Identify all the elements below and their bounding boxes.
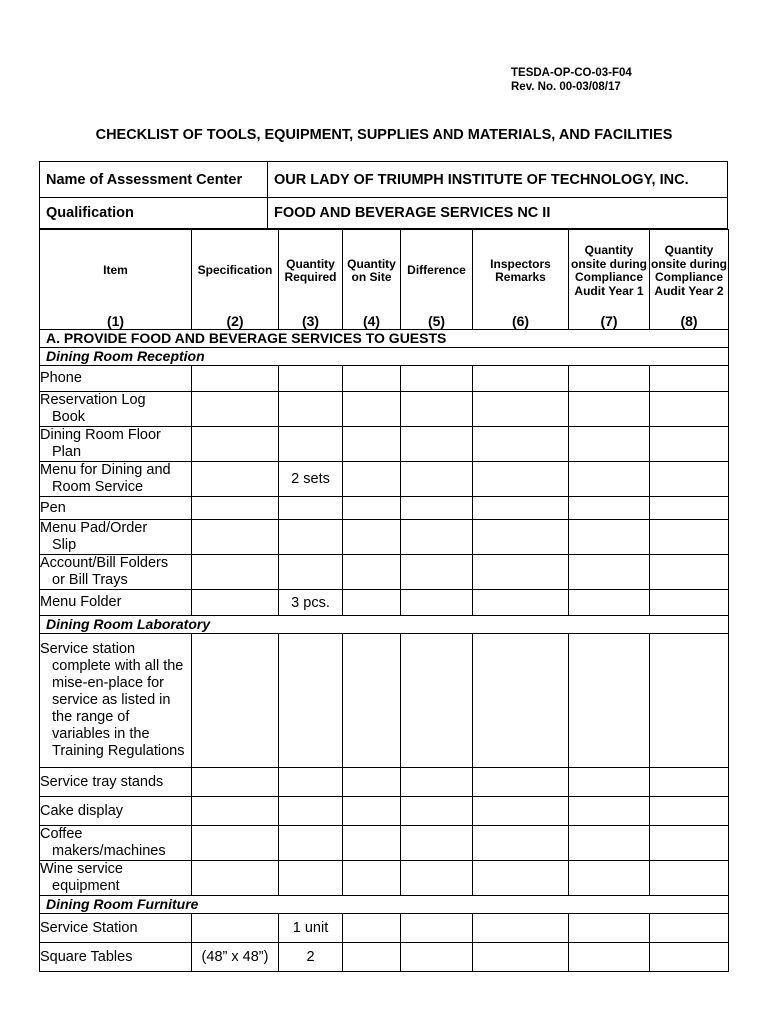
column-number-7: (7) (569, 312, 650, 330)
difference-cell (401, 462, 473, 497)
item-cell (40, 943, 192, 972)
audit-year-2-cell (650, 427, 729, 462)
audit-year-2-cell (650, 497, 729, 520)
item-cell (40, 634, 192, 768)
quantity-on-site-cell (343, 520, 401, 555)
inspector-remarks-cell (473, 366, 569, 392)
quantity-required-cell (279, 634, 343, 768)
table-row (40, 914, 729, 943)
specification-cell (192, 826, 279, 861)
quantity-on-site-cell (343, 427, 401, 462)
section-row (40, 330, 729, 348)
item-name: Coffee (40, 826, 83, 842)
document-id-block (511, 66, 632, 94)
audit-year-1-cell (569, 797, 650, 826)
table-row (40, 797, 729, 826)
item-name: Menu Folder (40, 594, 122, 610)
inspector-remarks-cell (473, 634, 569, 768)
audit-year-1-cell (569, 427, 650, 462)
item-name: Service Station (40, 919, 138, 936)
table-row (40, 520, 729, 555)
inspector-remarks-cell (473, 797, 569, 826)
column-number-row (40, 312, 729, 330)
item-name-continued: Book (52, 409, 86, 425)
quantity-on-site-cell (343, 366, 401, 392)
audit-year-1-cell (569, 520, 650, 555)
specification-cell (192, 520, 279, 555)
inspector-remarks-cell (473, 861, 569, 896)
audit-year-1-cell (569, 555, 650, 590)
item-name: Cake display (40, 802, 124, 819)
group-title: Dining Room Laboratory (40, 616, 729, 634)
inspector-remarks-cell (473, 462, 569, 497)
inspector-remarks-cell (473, 590, 569, 616)
column-header-1: Item (40, 230, 192, 313)
column-header-row (40, 230, 729, 313)
table-row (40, 555, 729, 590)
quantity-on-site-cell (343, 826, 401, 861)
audit-year-2-cell (650, 555, 729, 590)
audit-year-1-cell (569, 392, 650, 427)
difference-cell (401, 590, 473, 616)
difference-cell (401, 520, 473, 555)
audit-year-1-cell (569, 366, 650, 392)
specification-cell (192, 914, 279, 943)
audit-year-2-cell (650, 797, 729, 826)
specification-cell (192, 392, 279, 427)
table-row (40, 366, 729, 392)
item-cell (40, 768, 192, 797)
table-row (40, 590, 729, 616)
quantity-required-cell (279, 366, 343, 392)
specification-cell (192, 590, 279, 616)
group-title: Dining Room Reception (40, 348, 729, 366)
inspector-remarks-cell (473, 943, 569, 972)
column-header-7: Quantity onsite during Compliance Audit Year 1 (569, 230, 650, 313)
qualification-label: Qualification (40, 198, 268, 229)
item-cell (40, 520, 192, 555)
specification-cell (192, 555, 279, 590)
specification-cell (192, 861, 279, 896)
item-cell (40, 861, 192, 896)
difference-cell (401, 555, 473, 590)
item-cell (40, 462, 192, 497)
quantity-required-cell (279, 555, 343, 590)
quantity-required-cell (279, 797, 343, 826)
audit-year-1-cell (569, 943, 650, 972)
audit-year-2-cell (650, 392, 729, 427)
column-header-6: Inspectors Remarks (473, 230, 569, 313)
item-name-continued: makers/machines (52, 843, 166, 859)
audit-year-1-cell (569, 768, 650, 797)
inspector-remarks-cell (473, 520, 569, 555)
difference-cell (401, 797, 473, 826)
section-title: A. PROVIDE FOOD AND BEVERAGE SERVICES TO GUESTS (40, 330, 729, 348)
audit-year-1-cell (569, 462, 650, 497)
item-name: Service tray stands (40, 773, 164, 790)
audit-year-2-cell (650, 861, 729, 896)
item-name: Wine service (40, 861, 123, 877)
item-cell (40, 427, 192, 462)
inspector-remarks-cell (473, 392, 569, 427)
audit-year-2-cell (650, 634, 729, 768)
column-number-1: (1) (40, 312, 192, 330)
item-cell (40, 555, 192, 590)
form-code: TESDA-OP-CO-03-F04 (511, 67, 632, 79)
quantity-required-cell: 2 sets (279, 462, 343, 497)
difference-cell (401, 861, 473, 896)
column-number-4: (4) (343, 312, 401, 330)
item-name: Account/Bill Folders (40, 555, 169, 571)
difference-cell (401, 943, 473, 972)
column-number-2: (2) (192, 312, 279, 330)
specification-cell (192, 634, 279, 768)
document-title: CHECKLIST OF TOOLS, EQUIPMENT, SUPPLIES AND MATERIALS, AND FACILITIES (95, 127, 673, 143)
group-title: Dining Room Furniture (40, 896, 729, 914)
difference-cell (401, 366, 473, 392)
table-row (40, 943, 729, 972)
quantity-required-cell: 3 pcs. (279, 590, 343, 616)
item-name: Reservation Log (40, 392, 146, 408)
item-cell (40, 366, 192, 392)
column-header-8: Quantity onsite during Compliance Audit Year 2 (650, 230, 729, 313)
quantity-on-site-cell (343, 768, 401, 797)
info-row-qualification (40, 198, 728, 229)
quantity-on-site-cell (343, 590, 401, 616)
center-label: Name of Assessment Center (40, 162, 268, 198)
difference-cell (401, 497, 473, 520)
quantity-required-cell: 2 (279, 943, 343, 972)
column-number-5: (5) (401, 312, 473, 330)
quantity-required-cell (279, 861, 343, 896)
difference-cell (401, 427, 473, 462)
assessment-info-table (39, 161, 728, 229)
audit-year-2-cell (650, 590, 729, 616)
group-row (40, 348, 729, 366)
item-name-continued: Plan (52, 444, 82, 460)
audit-year-1-cell (569, 497, 650, 520)
difference-cell (401, 914, 473, 943)
info-row-center (40, 162, 728, 198)
difference-cell (401, 392, 473, 427)
group-row (40, 616, 729, 634)
item-name-continued: or Bill Trays (52, 572, 128, 588)
quantity-required-cell (279, 768, 343, 797)
audit-year-2-cell (650, 520, 729, 555)
item-name-continued: complete with all the mise-en-place for service as listed in the range of variables in the Training Regulations (52, 658, 185, 759)
item-name: Menu for Dining and (40, 462, 171, 478)
item-name: Service station (40, 641, 136, 657)
item-cell (40, 497, 192, 520)
table-row (40, 634, 729, 768)
quantity-on-site-cell (343, 943, 401, 972)
center-value: OUR LADY OF TRIUMPH INSTITUTE OF TECHNOLOGY, INC. (268, 162, 728, 198)
item-name: Pen (40, 499, 66, 516)
column-header-2: Specification (192, 230, 279, 313)
item-name: Menu Pad/Order (40, 520, 148, 536)
revision-number: Rev. No. 00-03/08/17 (511, 81, 621, 93)
group-row (40, 896, 729, 914)
audit-year-2-cell (650, 826, 729, 861)
audit-year-1-cell (569, 634, 650, 768)
table-row (40, 497, 729, 520)
qualification-value: FOOD AND BEVERAGE SERVICES NC II (268, 198, 728, 229)
inspector-remarks-cell (473, 427, 569, 462)
difference-cell (401, 826, 473, 861)
inspector-remarks-cell (473, 768, 569, 797)
quantity-on-site-cell (343, 462, 401, 497)
quantity-on-site-cell (343, 914, 401, 943)
item-name-continued: Room Service (52, 479, 144, 495)
table-row (40, 826, 729, 861)
difference-cell (401, 768, 473, 797)
item-cell (40, 392, 192, 427)
quantity-required-cell: 1 unit (279, 914, 343, 943)
item-cell (40, 797, 192, 826)
quantity-on-site-cell (343, 634, 401, 768)
audit-year-1-cell (569, 590, 650, 616)
quantity-on-site-cell (343, 797, 401, 826)
audit-year-2-cell (650, 768, 729, 797)
column-number-6: (6) (473, 312, 569, 330)
item-name: Phone (40, 370, 82, 386)
audit-year-1-cell (569, 861, 650, 896)
item-cell (40, 590, 192, 616)
column-header-5: Difference (401, 230, 473, 313)
quantity-on-site-cell (343, 497, 401, 520)
inspector-remarks-cell (473, 914, 569, 943)
item-name-continued: equipment (52, 878, 120, 894)
table-row (40, 427, 729, 462)
table-row (40, 861, 729, 896)
inspector-remarks-cell (473, 826, 569, 861)
column-header-4: Quantity on Site (343, 230, 401, 313)
item-cell (40, 826, 192, 861)
quantity-required-cell (279, 497, 343, 520)
audit-year-2-cell (650, 366, 729, 392)
specification-cell (192, 427, 279, 462)
audit-year-1-cell (569, 914, 650, 943)
quantity-required-cell (279, 427, 343, 462)
table-row (40, 392, 729, 427)
specification-cell (192, 768, 279, 797)
table-row (40, 768, 729, 797)
difference-cell (401, 634, 473, 768)
audit-year-2-cell (650, 943, 729, 972)
item-cell (40, 914, 192, 943)
column-header-3: Quantity Required (279, 230, 343, 313)
column-number-3: (3) (279, 312, 343, 330)
quantity-required-cell (279, 520, 343, 555)
checklist-table (39, 229, 729, 972)
quantity-on-site-cell (343, 392, 401, 427)
item-name: Square Tables (40, 948, 133, 965)
table-row (40, 462, 729, 497)
inspector-remarks-cell (473, 497, 569, 520)
column-number-8: (8) (650, 312, 729, 330)
specification-cell (192, 497, 279, 520)
audit-year-1-cell (569, 826, 650, 861)
specification-cell (192, 366, 279, 392)
item-name-continued: Slip (52, 537, 77, 553)
specification-cell: (48” x 48”) (192, 943, 279, 972)
item-name: Dining Room Floor (40, 427, 161, 443)
quantity-on-site-cell (343, 555, 401, 590)
audit-year-2-cell (650, 462, 729, 497)
audit-year-2-cell (650, 914, 729, 943)
quantity-required-cell (279, 392, 343, 427)
specification-cell (192, 797, 279, 826)
quantity-required-cell (279, 826, 343, 861)
specification-cell (192, 462, 279, 497)
inspector-remarks-cell (473, 555, 569, 590)
quantity-on-site-cell (343, 861, 401, 896)
